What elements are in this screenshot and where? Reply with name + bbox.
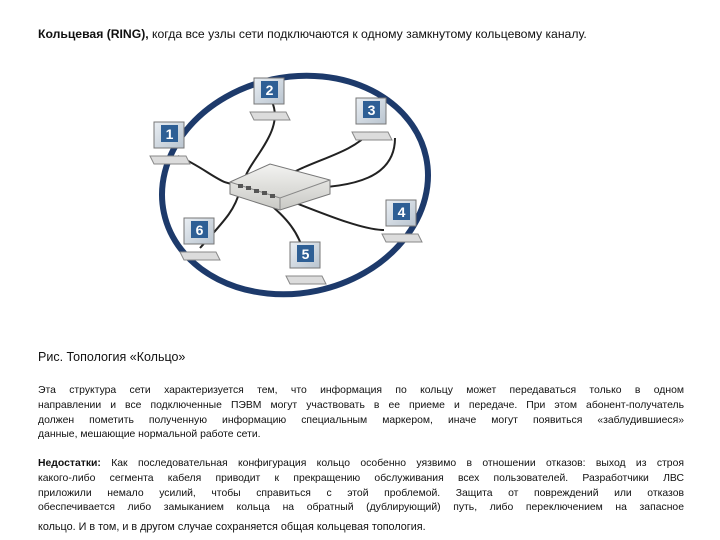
drawbacks-first-text: Как последовательная конфигурация кольцо особенно уязвимо в отношении отказов: выход из строя bbox=[100, 458, 684, 469]
computer-3 bbox=[352, 98, 392, 140]
heading-rest: когда все узлы сети подключаются к одному замкнутому кольцевому каналу. bbox=[148, 27, 587, 41]
computer-2 bbox=[250, 78, 290, 120]
computer-1 bbox=[150, 122, 190, 164]
heading-bold: Кольцевая (RING), bbox=[38, 27, 149, 41]
paragraph2-line: обеспечивается либо замыканием кольца на обратный (дублирующий) путь, либо переключением на запасное bbox=[38, 502, 684, 514]
hub-device bbox=[230, 164, 330, 210]
drawbacks-label: Недостатки: bbox=[38, 458, 101, 469]
paragraph1-line: направлении и все подключенные ПЭВМ могут участвовать в ее приеме и передаче. При этом абонент-получатель bbox=[38, 399, 684, 411]
description-paragraph bbox=[38, 384, 684, 443]
page-heading bbox=[38, 27, 698, 42]
computer-6-label: 6 bbox=[195, 222, 204, 238]
paragraph2-line: какого-либо сегмента кабеля приводит к прекращению обслуживания всех пользователей. Разработчики ЛВС bbox=[38, 472, 684, 484]
ring-topology-diagram bbox=[130, 60, 470, 350]
computer-4-label: 4 bbox=[397, 204, 406, 220]
paragraph2-line: приложили немало усилий, чтобы справиться с этой проблемой. Защита от повреждений или отказов bbox=[38, 487, 684, 499]
paragraph2-final-line: кольцо. И в том, и в другом случае сохраняется общая кольцевая топология. bbox=[38, 521, 426, 534]
paragraph2-first-line bbox=[38, 457, 684, 472]
computer-5-label: 5 bbox=[301, 246, 310, 262]
paragraph1-line: Эта структура сети характеризуется тем, что информация по кольцу может передаваться только в одном bbox=[38, 385, 684, 396]
computer-1-label: 1 bbox=[165, 126, 174, 142]
computer-6 bbox=[180, 218, 220, 260]
computer-4 bbox=[382, 200, 422, 242]
computer-5 bbox=[286, 242, 326, 284]
computer-3-label: 3 bbox=[367, 102, 376, 118]
drawbacks-paragraph bbox=[38, 457, 684, 535]
figure-caption: Рис. Топология «Кольцо» bbox=[38, 350, 186, 364]
paragraph1-line: данные, мешающие нормальной работе сети. bbox=[38, 429, 261, 441]
computer-2-label: 2 bbox=[265, 82, 274, 98]
paragraph1-line: должен пометить полученную информацию специальным маркером, иначе могут появиться «заблудившиеся» bbox=[38, 414, 684, 426]
